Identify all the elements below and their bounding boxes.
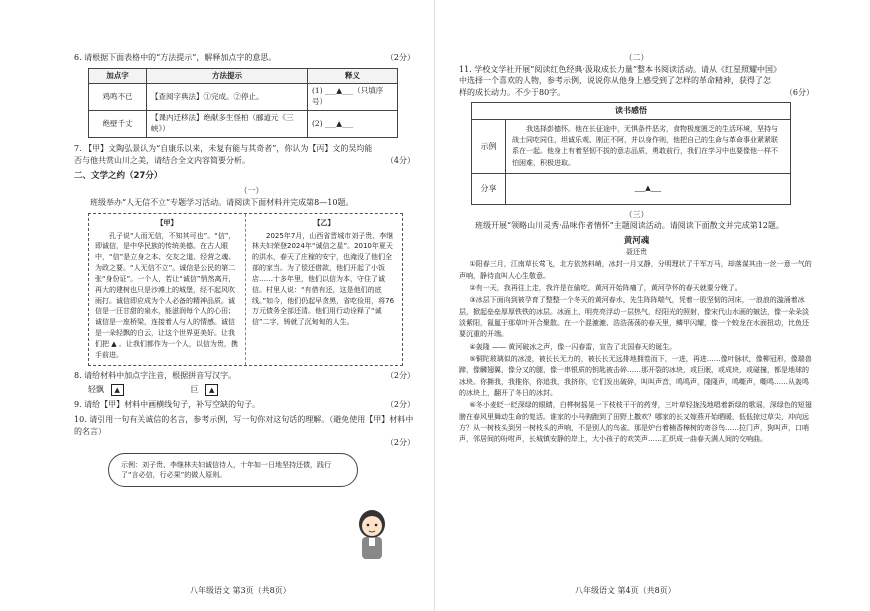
question-8 — [74, 370, 415, 382]
part-heading: （一） — [239, 186, 264, 196]
part-intro: 班级开展“领略山川灵秀·品味作者情怀”主题阅读活动。请阅读下面散文并完成第12题。 — [475, 221, 784, 231]
question-10-points: （2分） — [385, 438, 415, 448]
table-header: 释义 — [308, 68, 398, 84]
pinyin-word: 巨 — [190, 385, 199, 395]
question-10 — [74, 414, 415, 449]
question-6 — [74, 52, 415, 64]
card-row-share — [472, 174, 790, 204]
table-header: 加点字 — [89, 68, 147, 84]
essay-paragraph: ⑥冬小麦眨一眨深绿的眼睛，白桦树摇晃一下枝枝干干的药芽，三叶草轻拢浅地唱着新绿的歌谣，深绿色的短翅膀在春风里舞动生命的复活。谁家的小马驹跑到了田野上撒欢？哪家的长又嫁燕开始晒暖，低低掠过草尖，冲向远方？从一树枝头到另一树枝头的声响，不是别人的鸟雀。那是炉台着楠香樟树的寄谷鸟……拉门声，狗叫声，口哨声，邻居间的吩咐声，长城镇安静的岸上，大小孩子的欢笑声……汇织成一曲春天满人间的交响曲。 — [459, 401, 812, 444]
essay-paragraph: ④轰隆 —— 黄河破冰之声，像一闪春雷，宣告了北国春天的诞生。 — [469, 342, 677, 351]
question-8-blanks — [88, 384, 415, 396]
table-cell: 【查阅字典法】①完成。②停止。 — [147, 84, 308, 111]
answer-blank[interactable]: (2) ___▲___ — [308, 111, 398, 138]
essay-author: 聂还贵 — [626, 248, 647, 257]
passage-yi — [246, 214, 402, 365]
answer-blank[interactable]: ▲ — [205, 384, 218, 396]
example-bubble: 示例：刘子贵、李继林夫妇诚信待人，十年如一日地坚持还债，践行了“言必信，行必果”的做人原则。 — [108, 453, 358, 487]
question-7-points: （4分） — [385, 155, 415, 165]
passage-heading: 【乙】 — [313, 218, 335, 227]
passage-text: 2025年7月，山西省晋城市刘子贵、李继林夫妇荣登2024年“诚信之星”。2010年夏天的洪水，春天了庄稼的安宁，也淹没了他们全部的家当。为了偿还借款，他们开起了小饭店……十多年里，他们以信为本，守住了诚信。村里人说：“有借有还，这是他们的底线。”如今，他们仍起早贪黑，省吃俭用，将76万元债务全部还清。他们用行动诠释了“诚信”二字，铸就了沉甸甸的人生。 — [252, 231, 395, 327]
essay-paragraph: ①阳春三月，江南草长莺飞，北方依然料峭，冰封一月又静，分明理状了千军万马，却落谋其由一丝一意一气的声响，静待直叫人心生敬意。 — [459, 260, 812, 280]
card-label: 示例 — [472, 120, 506, 173]
card-title: 读书感悟 — [472, 103, 790, 120]
passage-heading: 【甲】 — [156, 218, 178, 227]
table-row — [89, 84, 398, 111]
passage-text: 孔子说“人而无信，不知其可也”。“信”，即诚信，是中华民族的传统美德。在古人眼中，“信”是立身之本、交友之道、经营之魂、为政之要。“人无信不立”。诚信是公民的第二张“身份证”。一个人，若让“诚信”悄然离开，再大的建树也只是沙滩上的城堡，经不起风吹雨打。诚信即应成为个人必备的精神品质。诚信是一汪甘甜的泉水，能滋润每个人的心田；诚信是一座桥梁，连接着人与人的情感。诚信是一朵轻飘的白云，让这个世界更美好。让我们把 ▲ 。让我们都作为一个人，以信为贵，携手前进。 — [95, 231, 238, 359]
question-8-points: （2分） — [385, 370, 415, 380]
essay-paragraph: ②有一天，我再往上走，我许是在偷吃，黄河开始阵痛了，黄河孕怀的春天就要分娩了。 — [469, 284, 742, 293]
part-heading: （三） — [624, 209, 649, 219]
question-8-text: 8. 请给材料中加点字注音，根据拼音写汉字。 — [74, 370, 237, 380]
card-example-text: 我选择彭德怀。他在长征途中，无惧条件恶劣，食物极度匮乏的生活环境，坚持与战士同吃同住，坦诚乐观、刚正不阿，并以身作则，他把自己的生命与革命事业紧紧联系在一起。他身上有着坚韧不拔的意志品质，勇敢前行，我们在学习中也要像他一样不怕困难，积极进取。 — [512, 124, 778, 167]
table-cell: 【课内迁移法】绝献多生怪柏（郦道元《三峡》） — [147, 111, 308, 138]
essay-paragraph: ⑤铜陀玻璃似的冰凌，被长长无力的，被长长无远排地拥卷而下，一进，再进……像叶脉状，像柳冠形，像瑞兽蹄，像麟翅翼，像分又的腿，像一串银质的钥匙被击碎……那开裂的冰块，或巨眠，或成块，或碰撞，都是地球的冰块。你撕我，我推你，你追我，我挤你，它们发出破碎，叫叫声音，鸣鸣声，隆隆声，鸣嘶声，嘶鸣……从轰鸣的冰块上，翻开了冬日的冰封。 — [459, 354, 812, 397]
part-intro: 班级举办“人无信不立”专题学习活动。请阅读下面材料并完成第8—10题。 — [90, 198, 354, 208]
method-table — [88, 68, 398, 138]
question-11 — [459, 64, 814, 99]
page-footer: 八年级语文 第3页（共8页） — [190, 586, 291, 596]
page-footer: 八年级语文 第4页（共8页） — [575, 586, 676, 596]
student-illustration-icon — [350, 506, 394, 566]
essay-body — [459, 259, 814, 445]
answer-blank[interactable]: ▲ — [111, 384, 124, 396]
question-7 — [74, 143, 415, 166]
question-10-text: 10. 请引用一句有关诚信的名言，参考示例，写一句你对这句话的理解。（避免使用【甲】材料中的名言） — [74, 414, 414, 436]
table-header: 方法提示 — [147, 68, 308, 84]
right-page — [435, 0, 870, 611]
question-6-text: 6. 请根据下面表格中的“方法提示”，解释加点字的意思。 — [74, 53, 277, 62]
card-label: 分享 — [472, 174, 506, 204]
question-9-points: （2分） — [385, 400, 415, 410]
question-11-points: （6分） — [784, 87, 814, 97]
table-cell: 鸡鸣不已 — [89, 84, 147, 111]
essay-paragraph: ③冰层下面向到被孕育了整整一个冬天的黄河春水，先生阵阵喘气，凭着一股坚韧的河床，一浪浪的漩涌着冰层，掀起垒垒厚厚铁铁的冰层。冰面上，明亮亮浮动一层热气，经阳光的照射，像宋代山水画的皴法，像一朵朵淡淡紫阳，氤氲于那草叶开合聚散。在一个混漉漉、浩浩荡荡的春天里，鳞甲闪耀，像一个蛟龙在水面扭动，比鱼还要沉重的开端。 — [459, 296, 809, 339]
question-11-text: 11. 学校文学社开展“阅读红色经典·汲取成长力量”整本书阅读活动。请从《红星照耀中国》中选择一个喜欢的人物，参考示例，说说你从他身上感受到了怎样的革命精神，获得了怎样的成长动力。不少于80字。 — [459, 64, 777, 97]
answer-blank[interactable]: ___▲___ — [634, 183, 662, 192]
card-row-example — [472, 120, 790, 174]
essay-title: 黄河魂 — [623, 235, 650, 246]
question-7-text: 7. 【甲】文陶弘景认为“自康乐以来，未复有能与其奇者”，你认为【丙】文的吴均能否与他共赏山川之美，请结合全文内容简要分析。 — [74, 143, 373, 165]
section-title: 二、文学之约（27分） — [74, 171, 163, 182]
question-6-points: （2分） — [385, 53, 415, 62]
reading-card — [471, 102, 791, 204]
answer-blank[interactable]: (1) ___▲___（只填序号） — [308, 84, 398, 111]
part-heading: （二） — [624, 53, 649, 62]
question-9-text: 9. 请给【甲】材料中画横线句子，补写空缺的句子。 — [74, 400, 261, 410]
table-row — [89, 111, 398, 138]
passage-box — [88, 213, 403, 366]
question-9 — [74, 399, 415, 411]
passage-jia — [89, 214, 246, 365]
table-cell: 绝壁千丈 — [89, 111, 147, 138]
pinyin-word: 轻飘 — [88, 385, 104, 395]
